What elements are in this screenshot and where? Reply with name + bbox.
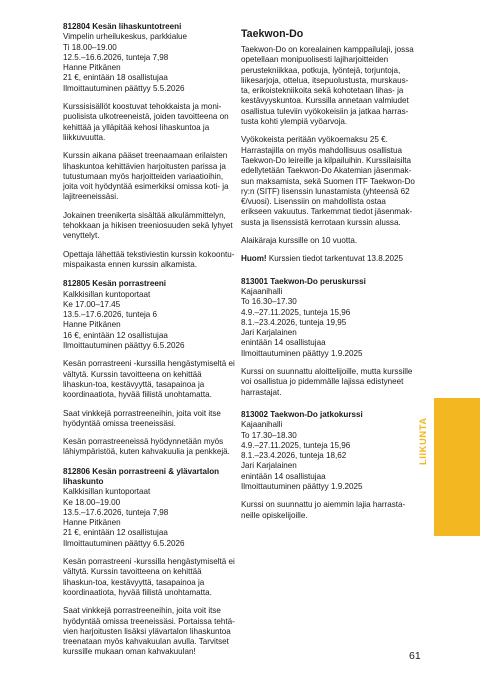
course-description: Jokainen treenikerta sisältää alkulämmittelyn, tehokkaan ja hikisen treeniosuuden sekä lyhyet venyttelyt. (63, 210, 233, 241)
course-description: Kesän porrastreeni -kurssilla hengästymiseltä ei vältytä. Kurssin tavoitteena on kehittää lihaskun-toa, kestävyyttä, tasapainoa ja koordinaatiota, hyvää fiilistä unohtamatta. (63, 557, 235, 597)
course-812804 (63, 22, 235, 270)
course-dates: 8.1.–23.4.2026, tunteja 18,62 (241, 451, 347, 461)
course-time: To 16.30–17.30 (241, 297, 297, 307)
course-description: Kurssi on suunnattu jo aiemmin lajia harrasta-neille opiskelijoille. (241, 500, 406, 520)
course-teacher: Jari Karjalainen (241, 328, 297, 338)
course-dates: 4.9.–27.11.2025, tunteja 15,96 (241, 307, 351, 317)
course-price: 21 €, enintään 12 osallistujaa (63, 528, 168, 538)
course-description: Kesän porrastreeni -kurssilla hengästymiseltä ei vältytä. Kurssin tavoitteena on kehittää lihaskun-toa, kestävyyttä, tasapainoa ja koordinaatiota, hyvää fiilistä unohtamatta. (63, 359, 235, 400)
section-intro: Alaikäraja kurssille on 10 vuotta. (241, 236, 358, 246)
notice-label: Huom! (241, 254, 267, 264)
right-column (241, 22, 416, 530)
course-teacher: Hanne Pitkänen (63, 63, 121, 73)
course-registration: Ilmoittautuminen päättyy 6.5.2026 (63, 341, 185, 351)
course-title: 813001 Taekwon-Do peruskurssi (241, 276, 366, 286)
course-location: Vimpelin urheilukeskus, parkkialue (63, 32, 188, 42)
course-812805 (63, 279, 235, 457)
course-location: Kalkkisillan kuntoportaat (63, 289, 151, 299)
course-description: Saat vinkkejä porrastreeneihin, joita voit itse hyödyntää omissa treeneissäsi. Portaissa tehtä-vien harjoitusten lisäksi ylävartalon lihaskuntoa treenataan myös kahvakuulan avulla. Tarvitset kurssille mukaan oman kahvakuulan! (63, 606, 235, 657)
notice-text: Kurssien tiedot tarkentuvat 13.8.2025 (266, 254, 403, 264)
course-dates: 4.9.–27.11.2025, tunteja 15,96 (241, 440, 351, 450)
course-dates: 8.1.–23.4.2026, tunteja 19,95 (241, 317, 347, 327)
course-812806 (63, 467, 235, 658)
left-column (63, 22, 235, 667)
course-registration: Ilmoittautuminen päättyy 1.9.2025 (241, 481, 363, 491)
course-time: Ke 18.00–19.00 (63, 497, 121, 507)
course-dates: 13.5.–17.6.2026, tunteja 7,98 (63, 507, 169, 517)
course-title: 812804 Kesän lihaskuntotreeni (63, 22, 182, 31)
course-registration: Ilmoittautuminen päättyy 1.9.2025 (241, 348, 363, 358)
course-location: Kajaanihalli (241, 286, 283, 296)
course-teacher: Hanne Pitkänen (63, 518, 121, 528)
course-title: 812806 Kesän porrastreeni & ylävartalon lihaskunto (63, 466, 220, 486)
notice (241, 254, 416, 264)
course-location: Kajaanihalli (241, 420, 283, 430)
course-time: Ti 18.00–19.00 (63, 42, 117, 52)
course-registration: Ilmoittautuminen päättyy 6.5.2026 (63, 538, 185, 548)
section-intro: Taekwon-Do on korealainen kamppailulaji, jossa opetellaan monipuolisesti lajiharjoitteiden perustekniikkaa, potkuja, lyöntejä, torjuntoja, liikesarjoja, ottelua, itsepuolustusta, murskaus-ta, erikoistekniikoita sekä kohotetaan lihas- ja kestävyyskuntoa. Kurssilla annetaan valmiudet osallistua tuleviin vyökokeisiin ja jatkaa harras-tusta kohti ylempiä vyöarvoja. (241, 45, 414, 127)
course-price: 16 €, enintään 12 osallistujaa (63, 330, 168, 340)
course-dates: 13.5.–17.6.2026, tunteja 6 (63, 310, 158, 320)
course-location: Kalkkisillan kuntoportaat (63, 487, 151, 497)
course-title: 812805 Kesän porrastreeni (63, 279, 167, 289)
page-number: 61 (409, 650, 421, 662)
course-description: Opettaja lähettää tekstiviestin kurssin kokoontu-mispaikasta ennen kurssin alkamista. (63, 249, 235, 269)
course-description: Kurssin aikana pääset treenaamaan erilaisten lihaskuntoa kehittävien harjoitusten parissa ja tutustumaan myös harjoitteiden variaatioihin, joita voit hyödyntää esimerkiksi omissa koti- ja lajitreeneissäsi. (63, 151, 229, 202)
course-description: Kurssisisällöt koostuvat tehokkaista ja moni-puolisista ulkotreeneistä, joiden tavoitteena on kehittää ja ylläpitää kehosi lihaskuntoa ja liikkuvuutta. (63, 102, 229, 142)
course-description: Saat vinkkejä porrastreeneihin, joita voit itse hyödyntää omissa treeneissäsi. (63, 408, 221, 428)
course-dates: 12.5.–16.6.2026, tunteja 7,98 (63, 52, 169, 62)
course-813002 (241, 410, 416, 521)
course-813001 (241, 277, 416, 398)
course-description: Kurssi on suunnattu aloittelijoille, mutta kurssille voi osallistua jo pidemmälle lajissa edistyneet harrastajat. (241, 367, 413, 397)
course-title: 813002 Taekwon-Do jatkokurssi (241, 409, 363, 419)
course-teacher: Hanne Pitkänen (63, 320, 121, 330)
course-time: Ke 17.00–17.45 (63, 299, 121, 309)
section-intro: Vyökokeista peritään vyökoemaksu 25 €. Harrastajilla on myös mahdollisuus osallistua Taekwon-Do leireille ja kilpailuihin. Kurssilaisilta edellytetään Taekwon-Do Akatemian jäsenmak-sun maksamista, sekä Suomen ITF Taekwon-Do ry:n (SITF) lisenssin lunastamista (yhteensä 62 €/vuosi). Lisenssiin on mahdollista ostaa erikseen vakuutus. Tarkemmat tiedot jäsenmak-susta ja lisenssistä kerrotaan kurssin alussa. (241, 135, 415, 227)
course-capacity: enintään 14 osallistujaa (241, 471, 326, 481)
course-capacity: enintään 14 osallistujaa (241, 338, 326, 348)
course-description: Kesän porrastreeneissä hyödynnetään myös lähiympäristöä, kuten kahvakuulia ja penkkejä. (63, 437, 230, 457)
section-tab-label: LIIKUNTA (418, 417, 429, 465)
section-title: Taekwon-Do (241, 28, 304, 40)
course-teacher: Jari Karjalainen (241, 461, 297, 471)
course-registration: Ilmoittautuminen päättyy 5.5.2026 (63, 83, 185, 93)
course-price: 21 €, enintään 18 osallistujaa (63, 73, 168, 83)
course-time: To 17.30–18.30 (241, 430, 297, 440)
section-tab-block (434, 398, 480, 536)
